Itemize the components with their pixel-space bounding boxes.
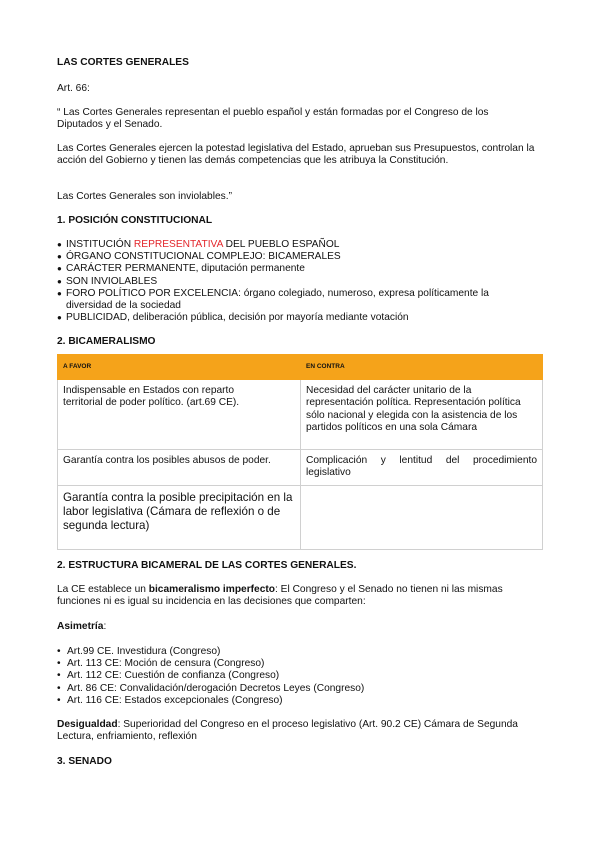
quote-paragraph-3: Las Cortes Generales son inviolables.” <box>57 191 232 202</box>
list-item: • Art. 113 CE: Moción de censura (Congreso) <box>57 658 364 670</box>
quote-paragraph-2: Las Cortes Generales ejercen la potestad legislativa del Estado, aprueban sus Presupuestos, controlan la acción del Gobierno y tienen las demás competencias que les atribuya la Constitución. <box>57 143 535 167</box>
list-item: • Art. 116 CE: Estados excepcionales (Congreso) <box>57 695 364 707</box>
table-cell: Necesidad del carácter unitario de la representación política. Representación política sólo nacional y elegida con la asistencia de los partidos políticos en una sola Cámara <box>301 380 543 450</box>
quote-paragraph-1: “ Las Cortes Generales representan el pueblo español y están formadas por el Congreso de los Diputados y el Senado. <box>57 107 489 131</box>
list-item: • Art. 86 CE: Convalidación/derogación Decretos Leyes (Congreso) <box>57 683 364 695</box>
posicion-list <box>57 239 489 324</box>
section-heading-estructura: 2. ESTRUCTURA BICAMERAL DE LAS CORTES GENERALES. <box>57 560 357 571</box>
estructura-paragraph: La CE establece un bicameralismo imperfecto: El Congreso y el Senado no tienen ni las mismas funciones ni es igual su incidencia en las decisiones que comparten: <box>57 584 503 608</box>
column-header-a-favor: A FAVOR <box>58 355 301 380</box>
list-item: • Art.99 CE. Investidura (Congreso) <box>57 646 364 658</box>
bicameralismo-table <box>57 354 543 550</box>
asimetria-label: Asimetría: <box>57 621 107 632</box>
column-header-en-contra: EN CONTRA <box>301 355 543 380</box>
desigualdad-paragraph: Desigualdad: Superioridad del Congreso en el proceso legislativo (Art. 90.2 CE) Cámara de Segunda Lectura, enfriamiento, reflexión <box>57 719 518 743</box>
article-reference: Art. 66: <box>57 83 90 94</box>
section-heading-posicion: 1. POSICIÓN CONSTITUCIONAL <box>57 215 213 226</box>
highlight-text: REPRESENTATIVA <box>133 239 223 250</box>
table-cell <box>301 485 543 549</box>
section-heading-bicameralismo: 2. BICAMERALISMO <box>57 336 156 347</box>
list-item: • Art. 112 CE: Cuestión de confianza (Congreso) <box>57 670 364 682</box>
list-item: ● PUBLICIDAD, deliberación pública, decisión por mayoría mediante votación <box>57 312 489 324</box>
table-cell: Indispensable en Estados con reparto territorial de poder político. (art.69 CE). <box>58 380 301 450</box>
document-title: LAS CORTES GENERALES <box>57 57 189 68</box>
asimetria-list <box>57 646 364 707</box>
section-heading-senado: 3. SENADO <box>57 756 112 767</box>
table-row <box>58 450 543 485</box>
table-row <box>58 485 543 549</box>
table-cell: Complicación y lentitud del procedimiento legislativo <box>301 450 543 485</box>
table-cell: Garantía contra los posibles abusos de poder. <box>58 450 301 485</box>
table-cell: Garantía contra la posible precipitación en la labor legislativa (Cámara de reflexión o de segunda lectura) <box>58 485 301 549</box>
table-header-row <box>58 355 543 380</box>
list-item: ● SON INVIOLABLES <box>57 276 489 288</box>
list-item: ● INSTITUCIÓN REPRESENTATIVA DEL PUEBLO ESPAÑOL <box>57 239 489 251</box>
table-row <box>58 380 543 450</box>
list-item: ● CARÁCTER PERMANENTE, diputación permanente <box>57 263 489 275</box>
list-item: ● FORO POLÍTICO POR EXCELENCIA: órgano colegiado, numeroso, expresa políticamente la diversidad de la sociedad <box>57 288 489 312</box>
list-item: ● ÓRGANO CONSTITUCIONAL COMPLEJO: BICAMERALES <box>57 251 489 263</box>
